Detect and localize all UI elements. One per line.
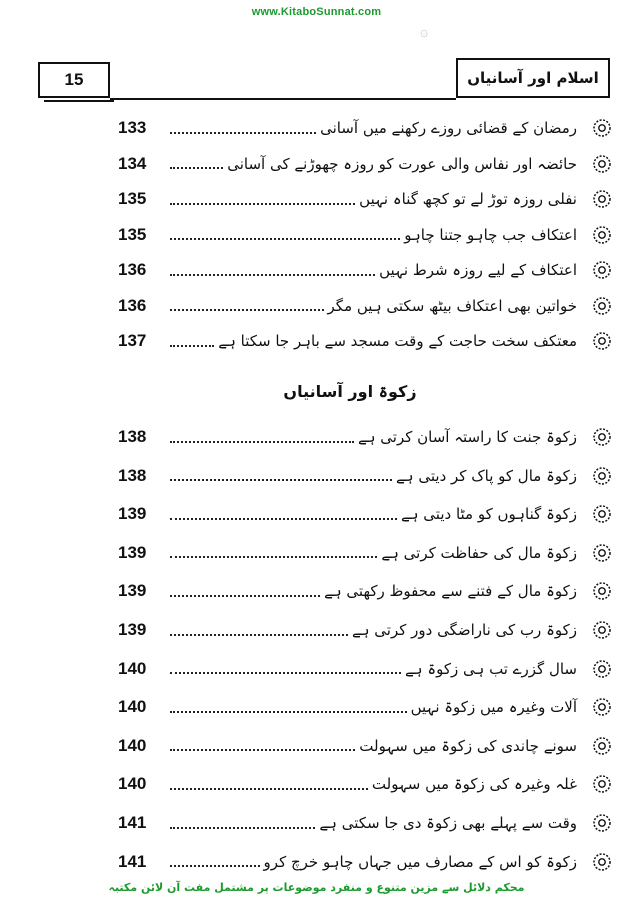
toc-entry xyxy=(118,766,613,802)
toc-entry-title: نفلی روزہ توڑ لے تو کچھ گناہ نہیں xyxy=(359,190,577,208)
ornament-mark: ۞ xyxy=(420,24,429,40)
site-url[interactable]: www.KitaboSunnat.com xyxy=(251,6,382,18)
toc-page-number: 139 xyxy=(118,581,147,601)
toc-entry xyxy=(118,728,613,764)
toc-page-number: 135 xyxy=(118,224,147,244)
ornament-bullet-icon xyxy=(591,295,613,317)
toc-entry-title: سونے چاندی کی زکوۃ میں سہولت xyxy=(359,736,577,755)
toc-entry-title: رمضان کے قضائی روزے رکھنے میں آسانی xyxy=(320,119,577,137)
toc-entry-title: اعتکاف جب چاہو جتنا چاہو xyxy=(404,225,577,244)
ornament-bullet-icon xyxy=(591,580,613,602)
toc-entry-title: زکوۃ کو اس کے مصارف میں جہاں چاہو خرچ کرو xyxy=(263,852,577,871)
dot-leader xyxy=(170,202,355,205)
toc-entry-title: سال گزرے تب ہی زکوۃ ہے xyxy=(404,659,577,678)
section-heading-zakat: زکوۃ اور آسانیاں xyxy=(283,382,417,401)
dot-leader xyxy=(170,440,354,443)
ornament-bullet-icon xyxy=(591,188,613,210)
toc-entry xyxy=(118,217,613,253)
ornament-bullet-icon xyxy=(591,259,613,281)
ornament-bullet-icon xyxy=(591,619,613,641)
dot-leader xyxy=(170,864,260,867)
toc-page-number: 140 xyxy=(118,658,147,678)
ornament-bullet-icon xyxy=(591,542,613,564)
toc-entry xyxy=(118,844,613,880)
toc-page-number: 140 xyxy=(118,697,147,717)
toc-entry-title: آلات وغیرہ میں زکوۃ نہیں xyxy=(410,698,577,717)
ornament-bullet-icon xyxy=(591,696,613,718)
toc-page-number: 140 xyxy=(118,774,147,794)
toc-page-number: 133 xyxy=(118,118,147,137)
toc-entry xyxy=(118,288,613,324)
dot-leader xyxy=(170,787,368,790)
toc-entry-title: حائضہ اور نفاس والی عورت کو روزہ چھوڑنے کی آسانی xyxy=(227,154,577,173)
ornament-bullet-icon xyxy=(591,503,613,525)
ornament-bullet-icon xyxy=(591,658,613,680)
toc-page-number: 139 xyxy=(118,504,147,524)
toc-entry xyxy=(118,689,613,725)
dot-leader xyxy=(170,237,400,240)
toc-entry-title: معتکف سخت حاجت کے وقت مسجد سے باہر جا سکتا ہے xyxy=(218,332,577,350)
toc-entry xyxy=(118,323,613,359)
ornament-bullet-icon xyxy=(591,224,613,246)
toc-entry-title: وقت سے پہلے بھی زکوۃ دی جا سکتی ہے xyxy=(319,814,577,832)
toc-entry-title: خواتین بھی اعتکاف بیٹھ سکتی ہیں مگر xyxy=(327,296,577,315)
toc-entry xyxy=(118,146,613,182)
toc-page-number: 140 xyxy=(118,735,147,755)
toc-entry xyxy=(118,612,613,648)
ornament-bullet-icon xyxy=(591,812,613,834)
toc-page-number: 139 xyxy=(118,542,147,562)
toc-entry xyxy=(118,535,613,571)
toc-entry xyxy=(118,181,613,217)
toc-page-number: 141 xyxy=(118,851,147,871)
toc-entry-title: زکوۃ رب کی ناراضگی دور کرتی ہے xyxy=(351,621,577,639)
toc-entry-title: اعتکاف کے لیے روزہ شرط نہیں xyxy=(379,261,577,279)
dot-leader xyxy=(170,308,324,311)
dot-leader xyxy=(170,748,355,751)
dot-leader xyxy=(170,344,214,347)
toc-entry-title: زکوۃ جنت کا راستہ آسان کرتی ہے xyxy=(357,428,577,446)
ornament-bullet-icon xyxy=(591,117,613,139)
dot-leader xyxy=(170,633,348,636)
ornament-bullet-icon xyxy=(591,465,613,487)
toc-page-number: 135 xyxy=(118,189,147,208)
toc-entry xyxy=(118,458,613,494)
toc-page-number: 136 xyxy=(118,260,147,279)
toc-entry-title: زکوۃ مال کے فتنے سے محفوظ رکھتی ہے xyxy=(324,582,577,601)
toc-page-number: 138 xyxy=(118,427,147,446)
toc-entry xyxy=(118,573,613,609)
toc-page-number: 136 xyxy=(118,295,147,315)
dot-leader xyxy=(170,826,315,829)
ornament-bullet-icon xyxy=(591,851,613,873)
dot-leader xyxy=(170,710,407,713)
ornament-bullet-icon xyxy=(591,153,613,175)
dot-leader xyxy=(170,594,320,597)
toc-entry xyxy=(118,110,613,146)
ornament-bullet-icon xyxy=(591,773,613,795)
toc-page-number: 141 xyxy=(118,813,147,832)
toc-entry xyxy=(118,651,613,687)
dot-leader xyxy=(170,131,316,134)
toc-entry xyxy=(118,252,613,288)
toc-entry-title: زکوۃ مال کی حفاظت کرتی ہے xyxy=(381,543,577,562)
dot-leader xyxy=(170,671,401,674)
toc-entry xyxy=(118,496,613,532)
toc-page-number: 139 xyxy=(118,620,147,639)
toc-entry-title: غلہ وغیرہ کی زکوۃ میں سہولت xyxy=(371,775,577,794)
toc-page-number: 138 xyxy=(118,465,147,485)
toc-entry xyxy=(118,419,613,455)
dot-leader xyxy=(170,555,377,558)
toc-entry-title: زکوۃ مال کو پاک کر دیتی ہے xyxy=(396,466,577,485)
ornament-bullet-icon xyxy=(591,426,613,448)
dot-leader xyxy=(170,166,223,169)
toc-page-number: 137 xyxy=(118,331,147,350)
toc-entry-title: زکوۃ گناہوں کو مٹا دیتی ہے xyxy=(400,505,577,524)
book-title: اسلام اور آسانیاں xyxy=(467,69,599,87)
dot-leader xyxy=(170,273,375,276)
ornament-bullet-icon xyxy=(591,330,613,352)
footer-tagline: محکم دلائل سے مزین متنوع و منفرد موضوعات پر مشتمل مفت آن لائن مکتبہ xyxy=(108,881,525,894)
page-number: 15 xyxy=(64,70,84,89)
toc-entry xyxy=(118,805,613,841)
dot-leader xyxy=(170,478,392,481)
ornament-bullet-icon xyxy=(591,735,613,757)
dot-leader xyxy=(170,517,397,520)
toc-page-number: 134 xyxy=(118,153,147,173)
